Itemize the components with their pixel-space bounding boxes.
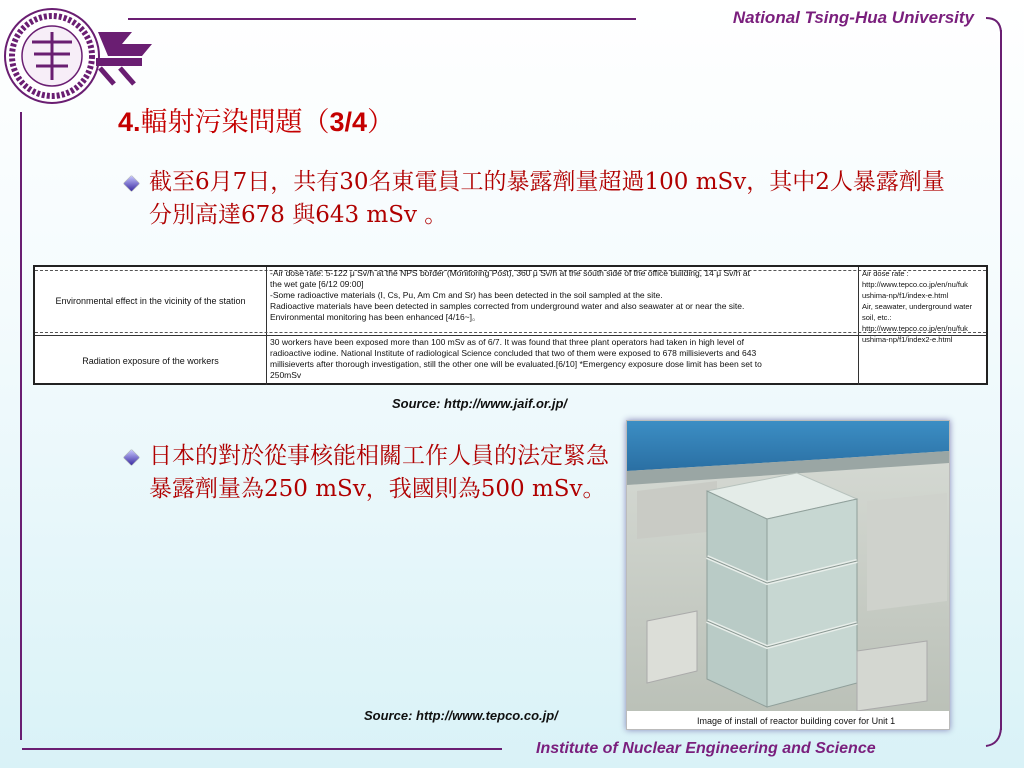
row-detail — [267, 336, 859, 385]
source-line: Air dose rate : — [862, 269, 909, 278]
diamond-bullet-icon — [124, 450, 140, 466]
detail-line: -Air dose rate: 5-122 μ Sv/h at the NPS border (Monitoring Post), 360 μ Sv/h at the south side of the office building, 14 μ Sv/h at — [270, 268, 750, 278]
row-detail — [267, 267, 859, 335]
source-line: ushima-np/f1/index-e.html — [862, 291, 949, 300]
row-source — [859, 267, 986, 344]
bullet-text: 日本的對於從事核能相關工作人員的法定緊急暴露劑量為250 mSv，我國則為500 mSv。 — [149, 443, 609, 502]
bottom-rule — [22, 748, 502, 750]
title-fraction: 3/4 — [329, 107, 368, 137]
photo-caption: Image of install of reactor building cover for Unit 1 — [697, 716, 896, 726]
detail-line: the wet gate [6/12 09:00] — [270, 279, 364, 289]
detail-line: Environmental monitoring has been enhanced [4/16~]。 — [270, 312, 481, 322]
row-source — [859, 336, 986, 385]
bullet-text: 截至6月7日，共有30名東電員工的暴露劑量超過100 mSv，其中2人暴露劑量分別高達678 與643 mSv 。 — [149, 169, 945, 228]
table-source: Source: http://www.jaif.or.jp/ — [392, 396, 568, 411]
bullet-item — [122, 440, 612, 506]
row-label: Radiation exposure of the workers — [35, 336, 267, 385]
source-line: soil, etc.: — [862, 313, 892, 322]
source-line: http://www.tepco.co.jp/en/nu/fuk — [862, 280, 968, 289]
detail-line: 30 workers have been exposed more than 100 mSv as of 6/7. It was found that three plant operators had taken in high level of — [270, 337, 744, 347]
left-rule — [20, 112, 22, 740]
frame-curl-bottom — [984, 726, 1006, 750]
source-line: ushima-np/f1/index2-e.html — [862, 335, 953, 344]
detail-line: Radioactive materials have been detected in samples corrected from underground water and also seawater at or near the site. — [270, 301, 745, 311]
university-name: National Tsing-Hua University — [732, 8, 974, 27]
reactor-photo — [626, 420, 950, 730]
table-dash — [35, 332, 986, 333]
table-row — [35, 336, 986, 385]
source-line: Air, seawater, underground water — [862, 302, 973, 311]
source-line: http://www.tepco.co.jp/en/nu/fuk — [862, 324, 968, 333]
title-number: 4. — [118, 107, 141, 137]
detail-line: -Some radioactive materials (I, Cs, Pu, Am Cm and Sr) has been detected in the soil sampled at the site. — [270, 290, 663, 300]
diamond-bullet-icon — [124, 176, 140, 192]
right-rule — [1000, 30, 1002, 730]
detail-line: 250mSv — [270, 370, 302, 380]
page-title — [118, 100, 394, 139]
photo-source: Source: http://www.tepco.co.jp/ — [364, 708, 558, 723]
frame-curl-top — [984, 14, 1006, 36]
detail-line: radioactive iodine. National Institute of radiological Science concluded that two of them were exposed to 678 millisieverts and 643 — [270, 348, 757, 358]
status-table — [33, 265, 988, 385]
institute-name: Institute of Nuclear Engineering and Science — [536, 740, 876, 757]
title-text: 輻射污染問題（ — [140, 107, 330, 138]
top-rule — [128, 18, 636, 20]
detail-line: millisieverts after thorough investigation, still the other one will be evaluated.[6/10] *Emergency exposure dose limit has been set to — [270, 359, 762, 369]
bullet-item — [122, 166, 952, 232]
reactor-building-image — [627, 421, 949, 729]
nthu-seal-icon — [2, 2, 162, 106]
row-label: Environmental effect in the vicinity of the station — [35, 267, 267, 335]
title-close: ） — [367, 107, 395, 138]
